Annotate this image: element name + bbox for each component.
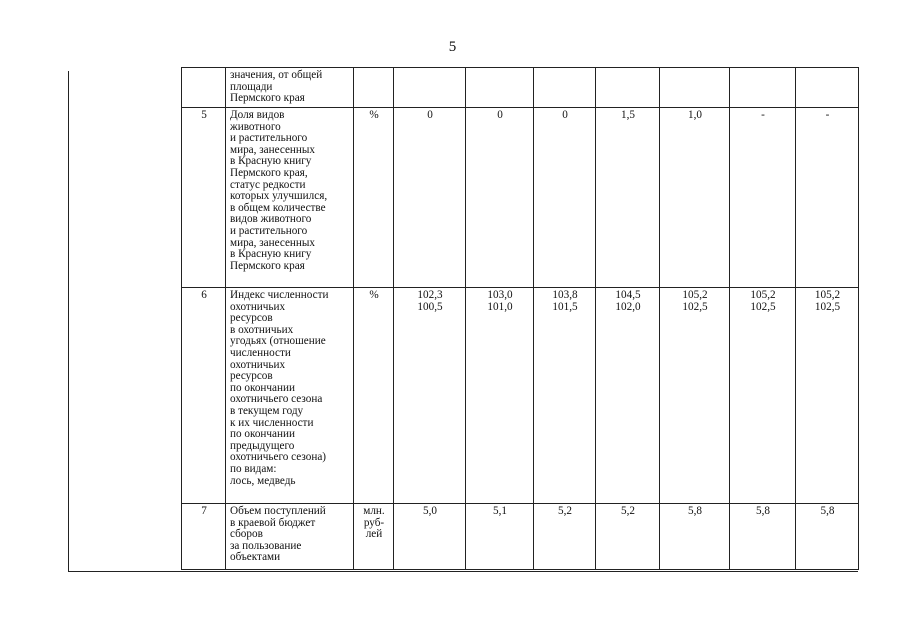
value-line: 5,8 <box>820 505 835 517</box>
unit-line: % <box>369 109 379 121</box>
value-line: - <box>761 109 765 121</box>
value-cell <box>660 68 730 108</box>
value-line: 5,2 <box>558 505 572 517</box>
indicator-name-line: в общем количестве <box>230 201 326 214</box>
indicator-name-line: численности <box>230 346 291 359</box>
value-line: 103,0 <box>487 289 513 301</box>
indicator-name-line: мира, занесенных <box>230 236 315 249</box>
indicator-name-line: Доля видов <box>230 109 285 121</box>
value-line: 105,2 <box>814 289 841 301</box>
indicator-name-line: которых улучшился, <box>230 190 328 203</box>
value-cell <box>596 108 660 288</box>
value-line: 102,5 <box>814 300 841 313</box>
indicator-name-line: в охотничьих <box>230 323 294 336</box>
value-cell <box>730 68 796 108</box>
value-cell <box>730 504 796 570</box>
value-cell <box>596 68 660 108</box>
indicator-name-line: в текущем году <box>230 404 304 417</box>
row-number: 7 <box>182 504 226 570</box>
indicator-name-line: видов животного <box>230 213 312 226</box>
value-line: - <box>825 109 830 121</box>
indicator-name-line: Объем поступлений <box>230 505 326 517</box>
unit-line: руб- <box>363 516 385 529</box>
value-line: 100,5 <box>417 300 443 313</box>
value-cell <box>466 504 534 570</box>
row-number: 6 <box>182 288 226 504</box>
value-cell <box>394 288 466 504</box>
indicator-name-line: ресурсов <box>230 370 273 383</box>
value-line: 102,5 <box>750 300 776 313</box>
indicator-name-line: охотничьих <box>230 300 286 313</box>
value-line: 103,8 <box>552 289 578 301</box>
value-cell <box>796 504 859 570</box>
value-line: 5,8 <box>756 505 770 517</box>
table-row <box>182 288 859 504</box>
value-cell <box>534 108 596 288</box>
value-line: 1,5 <box>621 109 635 121</box>
value-line: 5,1 <box>493 505 507 517</box>
value-line: 102,3 <box>417 289 443 301</box>
indicator-name-line: и растительного <box>230 132 308 145</box>
value-cell <box>596 504 660 570</box>
table-row <box>182 68 859 108</box>
indicator-name-line: значения, от общей <box>230 69 323 81</box>
value-cell <box>394 504 466 570</box>
unit-line: лей <box>365 528 383 541</box>
value-line: 0 <box>562 109 568 121</box>
value-line: 101,0 <box>487 300 513 313</box>
left-margin-rule <box>68 71 69 571</box>
value-line: 5,0 <box>423 505 437 517</box>
indicator-name-line: ресурсов <box>230 312 273 325</box>
indicator-name-line: в Красную книгу <box>230 155 312 168</box>
indicator-name-line: по окончании <box>230 381 295 394</box>
bottom-rule <box>68 571 858 572</box>
value-cell <box>534 288 596 504</box>
indicator-name-line: животного <box>230 120 281 133</box>
indicator-name-line: по окончании <box>230 428 295 441</box>
indicator-name-line: по видам: <box>230 462 277 475</box>
value-line: 104,5 <box>615 289 641 301</box>
value-line: 5,8 <box>688 505 702 517</box>
value-line: 5,2 <box>621 505 635 517</box>
value-cell <box>796 288 859 504</box>
indicator-name-line: предыдущего <box>230 439 295 452</box>
indicator-name <box>226 68 354 108</box>
value-cell <box>660 504 730 570</box>
indicator-name <box>226 288 354 504</box>
indicator-name-line: охотничьего сезона <box>230 393 323 406</box>
value-cell <box>730 288 796 504</box>
unit-cell <box>354 504 394 570</box>
value-cell <box>466 68 534 108</box>
indicator-name-line: в краевой бюджет <box>230 516 316 529</box>
unit-line: млн. <box>363 505 385 517</box>
indicator-name-line: Индекс численности <box>230 289 329 301</box>
indicator-name-line: мира, занесенных <box>230 143 315 156</box>
unit-line: % <box>369 289 379 301</box>
indicator-name-line: в Красную книгу <box>230 248 312 261</box>
value-cell <box>466 288 534 504</box>
value-cell <box>660 108 730 288</box>
unit-cell <box>354 288 394 504</box>
indicator-name-line: площади <box>230 80 273 93</box>
indicator-name-line: за пользование <box>230 539 302 552</box>
value-line: 0 <box>497 109 503 121</box>
indicator-name-line: Пермского края <box>230 92 305 105</box>
value-line: 105,2 <box>682 289 708 301</box>
indicator-name-line: Пермского края, <box>230 166 308 179</box>
indicator-name-line: сборов <box>230 528 263 541</box>
indicator-name-line: угодьях (отношение <box>230 335 326 348</box>
indicator-name-line: лось, медведь <box>230 474 296 487</box>
page-number: 5 <box>448 39 457 55</box>
value-line: 105,2 <box>750 289 776 301</box>
value-cell <box>730 108 796 288</box>
value-cell <box>660 288 730 504</box>
indicator-name-line: Пермского края <box>230 259 305 272</box>
value-cell <box>796 108 859 288</box>
indicator-name-line: и растительного <box>230 224 308 237</box>
row-number: 5 <box>182 108 226 288</box>
value-cell <box>596 288 660 504</box>
table-row <box>182 504 859 570</box>
indicator-name-line: охотничьего сезона) <box>230 451 327 464</box>
indicator-name-line: объектами <box>230 551 281 564</box>
indicator-name-line: охотничьих <box>230 358 286 371</box>
unit-cell <box>354 68 394 108</box>
value-line: 102,5 <box>682 300 708 313</box>
table-body <box>182 68 859 570</box>
value-cell <box>534 68 596 108</box>
indicator-name-line: к их численности <box>230 416 314 429</box>
value-cell <box>796 68 859 108</box>
row-number <box>182 68 226 108</box>
indicator-name <box>226 108 354 288</box>
indicator-name <box>226 504 354 570</box>
unit-cell <box>354 108 394 288</box>
indicator-name-line: статус редкости <box>230 178 306 191</box>
value-line: 101,5 <box>552 300 578 313</box>
value-line: 0 <box>427 109 433 121</box>
value-line: 1,0 <box>688 109 702 121</box>
value-cell <box>534 504 596 570</box>
table-row <box>182 108 859 288</box>
indicators-table <box>181 67 859 570</box>
value-cell <box>466 108 534 288</box>
value-cell <box>394 108 466 288</box>
value-line: 102,0 <box>615 300 641 313</box>
value-cell <box>394 68 466 108</box>
